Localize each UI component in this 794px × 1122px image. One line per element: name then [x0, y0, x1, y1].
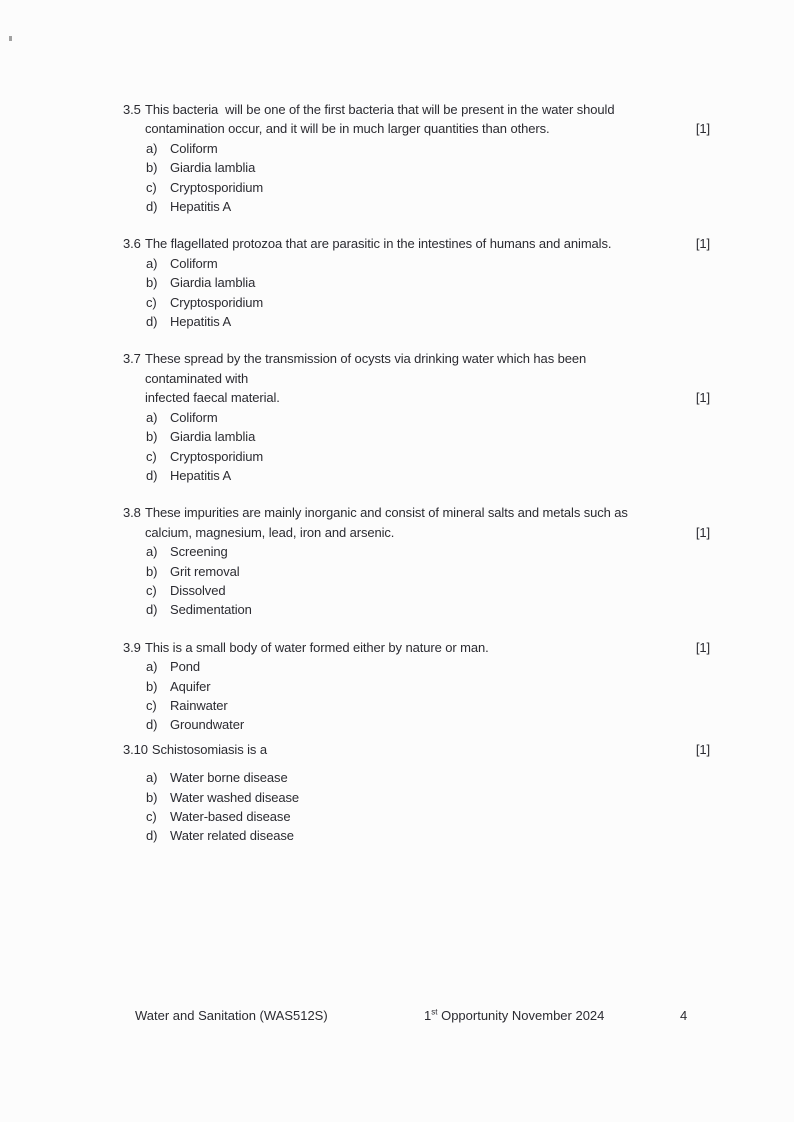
option-text: Cryptosporidium: [170, 294, 264, 310]
options-list: [123, 139, 710, 217]
option-text: Screening: [170, 544, 228, 560]
option-b: [123, 273, 710, 292]
marks-badge: [1]: [695, 390, 710, 406]
option-text: Pond: [170, 659, 200, 675]
option-letter: c): [146, 294, 157, 310]
footer-opportunity: [424, 1006, 604, 1025]
option-text: Groundwater: [170, 717, 245, 733]
question-line: [123, 349, 710, 368]
option-b: [123, 788, 710, 807]
option-letter: a): [146, 140, 158, 156]
marks-badge: [1]: [695, 741, 710, 757]
question-number: 3.6: [123, 236, 141, 252]
option-a: [123, 139, 710, 158]
option-letter: d): [146, 199, 158, 215]
question-3.9: [123, 638, 710, 735]
option-letter: c): [146, 448, 157, 464]
question-text: calcium, magnesium, lead, iron and arsenic.: [145, 524, 395, 540]
option-c: [123, 293, 710, 312]
question-line: [123, 523, 710, 542]
question-line: [123, 503, 710, 522]
question-line: [123, 638, 710, 657]
marks-badge: [1]: [695, 236, 710, 252]
footer-opportunity-number: 1: [424, 1008, 432, 1023]
option-d: [123, 466, 710, 485]
options-list: [123, 254, 710, 332]
option-text: Dissolved: [170, 582, 226, 598]
options-list: [123, 408, 710, 486]
question-3.6: [123, 234, 710, 331]
question-text: Schistosomiasis is a: [151, 741, 267, 757]
option-text: Water borne disease: [170, 770, 288, 786]
option-b: [123, 677, 710, 696]
question-line: [123, 388, 710, 407]
footer-page-number: 4: [680, 1008, 688, 1023]
option-d: [123, 600, 710, 619]
question-number: 3.7: [123, 351, 141, 367]
option-letter: d): [146, 717, 158, 733]
question-text: These spread by the transmission of ocysts via drinking water which has been: [145, 351, 587, 367]
footer-opportunity-rest: Opportunity November 2024: [437, 1008, 605, 1023]
question-text: contamination occur, and it will be in much larger quantities than others.: [145, 121, 550, 137]
option-letter: c): [146, 179, 157, 195]
option-letter: a): [146, 770, 158, 786]
page-footer: [0, 1006, 794, 1026]
option-letter: d): [146, 602, 158, 618]
option-letter: d): [146, 467, 158, 483]
question-text: These impurities are mainly inorganic and consist of mineral salts and metals such as: [145, 505, 628, 521]
option-c: [123, 807, 710, 826]
option-text: Cryptosporidium: [170, 179, 264, 195]
footer-opportunity-ordinal: st: [431, 1007, 438, 1017]
option-letter: d): [146, 828, 158, 844]
question-line: [123, 369, 710, 388]
question-line: [123, 740, 710, 759]
option-text: Coliform: [170, 140, 218, 156]
scan-speck: [9, 36, 12, 41]
option-letter: c): [146, 809, 157, 824]
option-c: [123, 178, 710, 197]
question-text: infected faecal material.: [145, 390, 280, 406]
option-letter: b): [146, 275, 158, 291]
question-number: 3.9: [123, 639, 141, 655]
footer-course-title: Water and Sanitation (WAS512S): [135, 1008, 328, 1023]
question-text: contaminated with: [145, 370, 249, 386]
questions-section: [123, 100, 710, 864]
option-text: Aquifer: [170, 678, 211, 694]
marks-badge: [1]: [695, 121, 710, 137]
options-list: [123, 768, 710, 846]
option-letter: d): [146, 314, 158, 330]
option-a: [123, 657, 710, 676]
option-text: Hepatitis A: [170, 314, 232, 330]
marks-badge: [1]: [695, 639, 710, 655]
option-text: Coliform: [170, 255, 218, 271]
option-c: [123, 696, 710, 715]
option-letter: a): [146, 659, 158, 675]
option-letter: a): [146, 255, 158, 271]
option-b: [123, 158, 710, 177]
option-text: Sedimentation: [170, 602, 252, 618]
options-list: [123, 542, 710, 620]
option-a: [123, 542, 710, 561]
question-number: 3.8: [123, 505, 141, 521]
question-text: The flagellated protozoa that are parasitic in the intestines of humans and animals.: [145, 236, 612, 252]
option-text: Grit removal: [170, 563, 240, 579]
option-c: [123, 447, 710, 466]
option-text: Water-based disease: [170, 809, 291, 824]
option-text: Hepatitis A: [170, 199, 232, 215]
option-letter: b): [146, 160, 158, 176]
option-text: Rainwater: [170, 697, 228, 713]
option-text: Giardia lamblia: [170, 160, 256, 176]
option-b: [123, 562, 710, 581]
option-letter: b): [146, 789, 158, 805]
question-line: [123, 100, 710, 119]
option-a: [123, 768, 710, 787]
option-text: Giardia lamblia: [170, 429, 256, 445]
option-a: [123, 254, 710, 273]
option-text: Hepatitis A: [170, 467, 232, 483]
option-c: [123, 581, 710, 600]
option-text: Cryptosporidium: [170, 448, 264, 464]
option-letter: c): [146, 582, 157, 598]
question-text: This is a small body of water formed either by nature or man.: [145, 639, 489, 655]
question-3.5: [123, 100, 710, 216]
option-text: Giardia lamblia: [170, 275, 256, 291]
option-d: [123, 715, 710, 734]
option-d: [123, 826, 710, 845]
options-list: [123, 657, 710, 735]
option-d: [123, 312, 710, 331]
question-line: [123, 234, 710, 253]
question-number: 3.5: [123, 102, 141, 117]
option-letter: b): [146, 563, 158, 579]
option-letter: a): [146, 409, 158, 425]
option-b: [123, 427, 710, 446]
marks-badge: [1]: [695, 524, 710, 540]
question-3.7: [123, 349, 710, 485]
option-text: Coliform: [170, 409, 218, 425]
question-text: This bacteria will be one of the first bacteria that will be present in the water should: [145, 102, 615, 117]
option-text: Water washed disease: [170, 789, 300, 805]
question-line: [123, 119, 710, 138]
option-d: [123, 197, 710, 216]
option-letter: a): [146, 544, 158, 560]
question-3.8: [123, 503, 710, 619]
question-number: 3.10: [123, 741, 148, 757]
option-a: [123, 408, 710, 427]
option-letter: b): [146, 678, 158, 694]
option-text: Water related disease: [170, 828, 294, 844]
option-letter: b): [146, 429, 158, 445]
question-3.10: [123, 740, 710, 846]
option-letter: c): [146, 697, 157, 713]
